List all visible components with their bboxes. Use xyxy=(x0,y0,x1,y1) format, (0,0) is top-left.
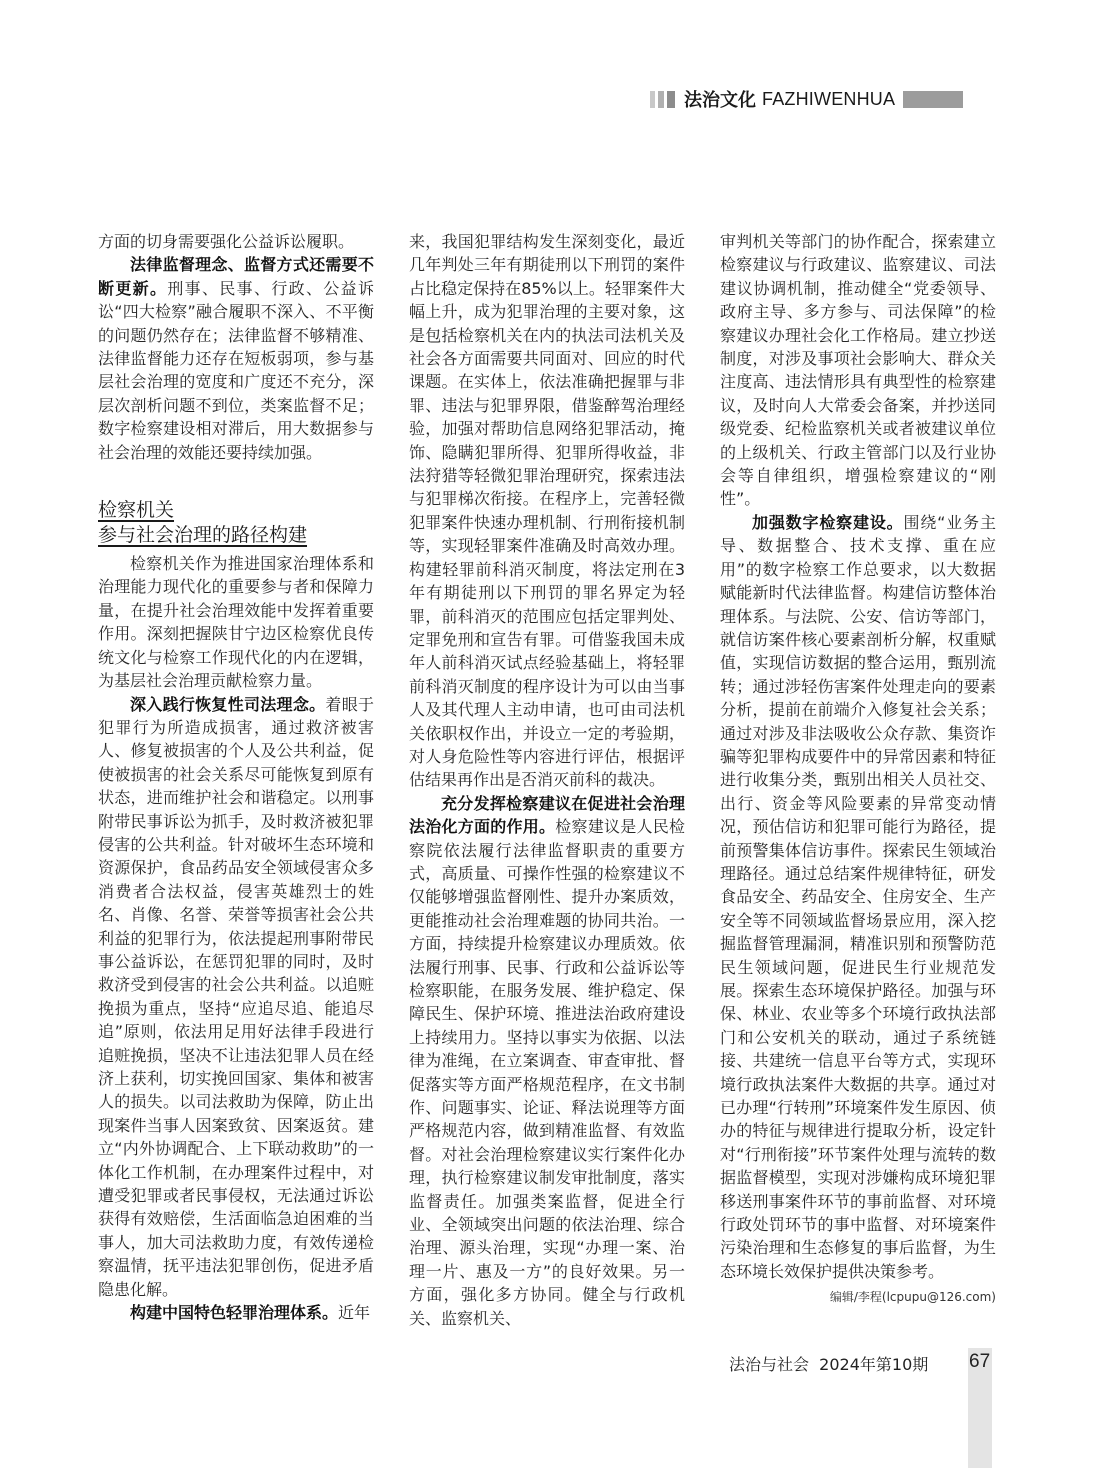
paragraph-text: 刑事、民事、行政、公益诉讼“四大检察”融合履职不深入、不平衡的问题仍然存在；法律监督不够精准、法律监督能力还存在短板弱项，参与基层社会治理的宽度和广度还不充分，深层次剖析问题不到位，类案监督不足；数字检察建设相对滞后，用大数据参与社会治理的效能还要持续加强。 xyxy=(98,278,374,462)
column-1 xyxy=(98,230,374,1324)
article-body xyxy=(0,230,1100,1330)
section-title-en: FAZHIWENHUA xyxy=(762,88,896,109)
paragraph xyxy=(98,253,374,464)
paragraph-lead: 充分发挥检察建议在促进社会治理法治化方面的作用。 xyxy=(409,793,685,837)
paragraph-text: 来，我国犯罪结构发生深刻变化，最近几年判处三年有期徒刑以下刑罚的案件占比稳定保持在85%以上。轻罪案件大幅上升，成为犯罪治理的主要对象，这是包括检察机关在内的执法司法机关及社会各方面需要共同面对、回应的时代课题。在实体上，依法准确把握罪与非罪、违法与犯罪界限，借鉴醉驾治理经验，加强对帮助信息网络犯罪活动，掩饰、隐瞒犯罪所得、犯罪所得收益，非法狩猎等轻微犯罪治理研究，探索违法与犯罪梯次衔接。在程序上，完善轻微犯罪案件快速办理机制、行刑衔接机制等，实现轻罪案件准确及时高效办理。构建轻罪前科消灭制度，将法定刑在3年有期徒刑以下刑罚的罪名界定为轻罪，前科消灭的范围应包括定罪判处、定罪免刑和宣告有罪。可借鉴我国未成年人前科消灭试点经验基础上，将轻罪前科消灭制度的程序设计为可以由当事人及其代理人主动申请，也可由司法机关依职权作出，并设立一定的考验期，对人身危险性等内容进行评估，根据评估结果再作出是否消灭前科的裁决。 xyxy=(409,232,685,790)
editor-credit: 编辑/李程(lcpupu@126.com) xyxy=(829,1290,996,1305)
page-footer xyxy=(0,1348,1100,1468)
section-heading xyxy=(98,498,374,548)
paragraph-text: 检察建议是人民检察院依法履行法律监督职责的重要方式，高质量、可操作性强的检察建议不仅能够增强监督刚性、提升办案质效，更能推动社会治理难题的协同共治。一方面，持续提升检察建议办理质效。依法履行刑事、民事、行政和公益诉讼等检察职能，在服务发展、维护稳定、保障民生、保护环境、推进法治政府建设上持续用力。坚持以事实为依据、以法律为准绳，在立案调查、审查审批、督促落实等方面严格规范程序，在文书制作、问题事实、论证、释法说理等方面严格规范内容，做到精准监督、有效监督。对社会治理检察建议实行案件化办理，执行检察建议制发审批制度，落实监督责任。加强类案监督，促进全行业、全领域突出问题的依法治理、综合治理、源头治理，实现“办理一案、治理一片、惠及一方”的良好效果。另一方面，强化多方协同。健全与行政机关、监察机关、 xyxy=(409,817,685,1328)
paragraph xyxy=(98,230,374,253)
paragraph xyxy=(98,1301,374,1324)
paragraph-text: 着眼于犯罪行为所造成损害，通过救济被害人、修复被损害的个人及公共利益，促使被损害的社会关系尽可能恢复到原有状态，进而维护社会和谐稳定。以刑事附带民事诉讼为抓手，及时救济被犯罪侵害的公共利益。针对破坏生态环境和资源保护，食品药品安全领域侵害众多消费者合法权益，侵害英雄烈士的姓名、肖像、名誉、荣誉等损害社会公共利益的犯罪行为，依法提起刑事附带民事公益诉讼，在惩罚犯罪的同时，及时救济受到侵害的社会公共利益。以追赃挽损为重点，坚持“应追尽追、能追尽追”原则，依法用足用好法律手段进行追赃挽损，坚决不让违法犯罪人员在经济上获利，切实挽回国家、集体和被害人的损失。以司法救助为保障，防止出现案件当事人因案致贫、因案返贫。建立“内外协调配合、上下联动救助”的一体化工作机制，在办理案件过程中，对遭受犯罪或者民事侵权，无法通过诉讼获得有效赔偿，生活面临急迫困难的当事人，加大司法救助力度，有效传递检察温情，抚平违法犯罪创伤，促进矛盾隐患化解。 xyxy=(98,694,374,1299)
column-2 xyxy=(409,230,685,1330)
paragraph xyxy=(409,230,685,792)
heading-line: 检察机关 xyxy=(98,499,175,522)
section-header xyxy=(650,88,963,110)
paragraph xyxy=(98,552,374,692)
paragraph-text: 审判机关等部门的协作配合，探索建立检察建议与行政建议、监察建议、司法建议协调机制，推动健全“党委领导、政府主导、多方参与、司法保障”的检察建议办理社会化工作格局。建立抄送制度，对涉及事项社会影响大、群众关注度高、违法情形具有典型性的检察建议，及时向人大常委会备案，并抄送同级党委、纪检监察机关或者被建议单位的上级机关、行政主管部门以及行业协会等自律组织，增强检察建议的“刚性”。 xyxy=(720,232,996,509)
column-3 xyxy=(720,230,996,1307)
page-top xyxy=(0,0,1100,230)
paragraph-lead: 法律监督理念、监督方式还需要不断更新。 xyxy=(98,255,374,298)
paragraph-text: 方面的切身需要强化公益诉讼履职。 xyxy=(98,232,355,251)
paragraph-text: 围绕“业务主导、数据整合、技术支撑、重在应用”的数字检察工作总要求，以大数据赋能新时代法律监督。构建信访整体治理体系。与法院、公安、信访等部门，就信访案件核心要素剖析分解，权重赋值，实现信访数据的整合运用，甄别流转；通过涉轻伤害案件处理走向的要素分析，提前在前端介入修复社会关系；通过对涉及非法吸收公众存款、集资诈骗等犯罪构成要件中的异常因素和特征进行收集分类，甄别出相关人员社交、出行、资金等风险要素的异常变动情况，预估信访和犯罪可能行为路径，提前预警集体信访事件。探索民生领域治理路径。通过总结案件规律特征，研发食品安全、药品安全、住房安全、生产安全等不同领域监督场景应用，深入挖掘监督管理漏洞，精准识别和预警防范民生领域问题，促进民生行业规范发展。探索生态环境保护路径。加强与环保、林业、农业等多个环境行政执法部门和公安机关的联动，通过子系统链接、共建统一信息平台等方式，实现环境行政执法案件大数据的共享。通过对已办理“行转刑”环境案件发生原因、侦办的特征与规律进行提取分析，设定针对“行刑衔接”环节案件处理与流转的数据监督模型，实现对涉嫌构成环境犯罪移送刑事案件环节的事前监督、对环境行政处罚环节的事中监督、对环境案件污染治理和生态修复的事后监督，为生态环境长效保护提供决策参考。 xyxy=(720,512,996,1281)
header-decor-bar xyxy=(667,91,675,108)
header-decor-bar xyxy=(658,91,664,108)
paragraph xyxy=(409,792,685,1330)
paragraph-text: 检察机关作为推进国家治理体系和治理能力现代化的重要参与者和保障力量，在提升社会治理效能中发挥着重要作用。深刻把握陕甘宁边区检察优良传统文化与检察工作现代化的内在逻辑，为基层社会治理贡献检察力量。 xyxy=(98,554,374,691)
heading-line: 参与社会治理的路径构建 xyxy=(98,524,308,547)
section-title-cn: 法治文化 xyxy=(684,90,756,111)
paragraph xyxy=(720,511,996,1283)
paragraph-lead: 加强数字检察建设。 xyxy=(752,512,904,532)
page-number: 67 xyxy=(969,1351,991,1373)
header-decor-bar xyxy=(650,91,655,108)
paragraph-lead: 构建中国特色轻罪治理体系。 xyxy=(130,1303,339,1323)
header-decor-bar xyxy=(903,91,963,108)
paragraph-lead: 深入践行恢复性司法理念。 xyxy=(130,694,326,714)
publication-info: 法治与社会 2024年第10期 xyxy=(729,1355,929,1375)
paragraph-text: 近年 xyxy=(338,1303,371,1323)
paragraph xyxy=(98,693,374,1302)
paragraph xyxy=(720,230,996,511)
